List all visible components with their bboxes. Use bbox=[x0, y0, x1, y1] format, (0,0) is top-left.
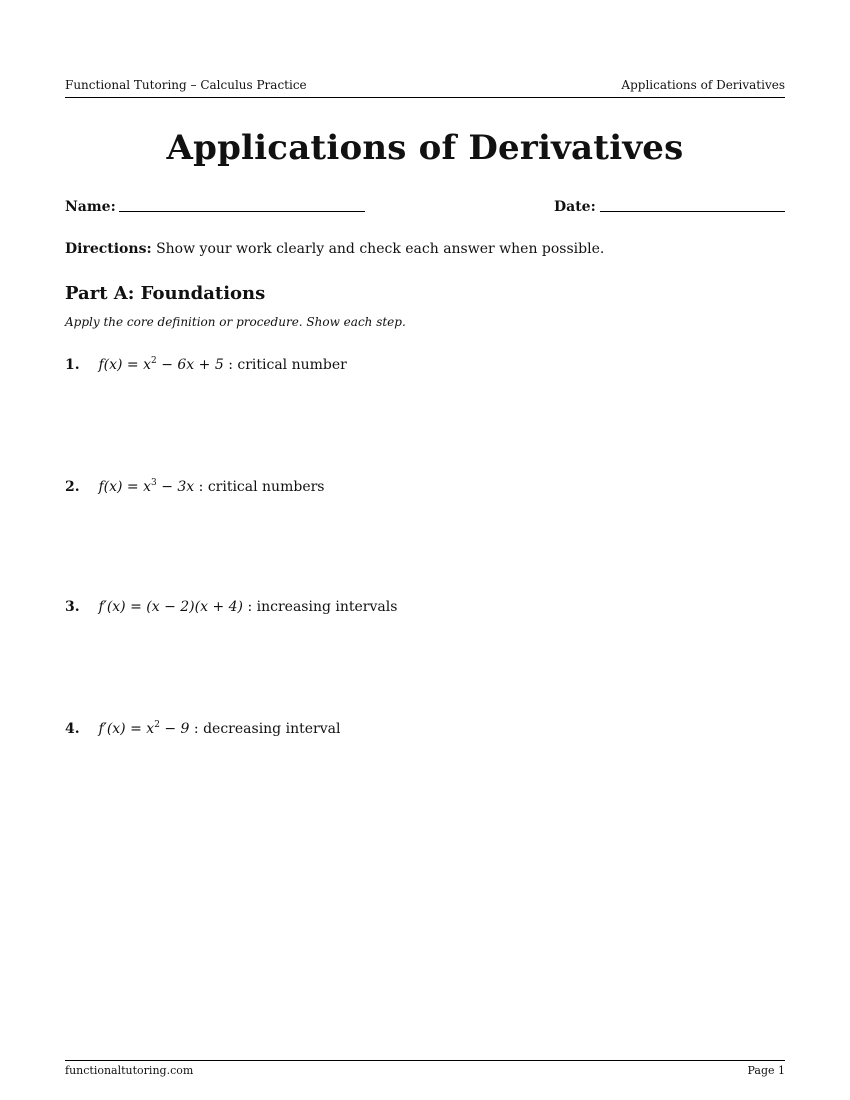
problem-number: 1. bbox=[65, 357, 80, 373]
problem-item: 2. $f(x) = x^3 - 3x$ : critical numbers bbox=[65, 478, 325, 495]
name-field[interactable] bbox=[119, 211, 365, 212]
section-subtitle: Apply the core definition or procedure. Show each step. bbox=[65, 315, 406, 329]
name-label: Name: bbox=[65, 199, 116, 215]
problem-lhs: f′(x) bbox=[98, 599, 126, 615]
problem-task: increasing intervals bbox=[256, 599, 398, 615]
problem-rhs-base: x bbox=[143, 479, 152, 495]
problem-rhs-exponent: 2 bbox=[154, 720, 160, 730]
problem-lhs: f(x) bbox=[98, 357, 123, 373]
problem-rhs-base: (x − 2)(x + 4) bbox=[146, 599, 243, 615]
page-footer bbox=[65, 1060, 785, 1077]
header-course-title: Functional Tutoring – Calculus Practice bbox=[65, 78, 307, 92]
problem-task: decreasing interval bbox=[203, 721, 341, 737]
worksheet-title: Applications of Derivatives bbox=[166, 128, 684, 168]
problem-rhs-rest: − 9 bbox=[159, 721, 190, 737]
problem-task: critical numbers bbox=[207, 479, 325, 495]
directions bbox=[65, 240, 604, 258]
date-label: Date: bbox=[554, 199, 596, 215]
problem-rhs-base: x bbox=[146, 721, 155, 737]
problem-rhs-base: x bbox=[143, 357, 152, 373]
problem-task: critical number bbox=[237, 357, 347, 373]
directions-text: Show your work clearly and check each answer when possible. bbox=[156, 241, 605, 257]
problem-item: 1. $f(x) = x^2 - 6x + 5$ : critical number bbox=[65, 356, 347, 373]
problem-rhs-exponent: 3 bbox=[151, 478, 157, 488]
problem-rhs-rest: − 3x bbox=[156, 479, 195, 495]
section-title: Part A: Foundations bbox=[65, 283, 266, 304]
problem-item: 3. f′(x) = (x − 2)(x + 4) : increasing intervals bbox=[65, 599, 398, 615]
footer-website: functionaltutoring.com bbox=[65, 1064, 194, 1077]
date-field[interactable] bbox=[600, 211, 785, 212]
problem-rhs-exponent: 2 bbox=[151, 356, 157, 366]
problem-lhs: f′(x) bbox=[98, 721, 126, 737]
problem-number: 3. bbox=[65, 599, 80, 615]
problem-number: 2. bbox=[65, 479, 80, 495]
problem-number: 4. bbox=[65, 721, 80, 737]
problem-item: 4. $f'(x) = x^2 - 9$ : decreasing interval bbox=[65, 720, 341, 737]
directions-label: Directions: bbox=[65, 241, 152, 257]
footer-page-number: Page 1 bbox=[747, 1064, 785, 1077]
page-header bbox=[65, 78, 785, 98]
problem-rhs-rest: − 6x + 5 bbox=[156, 357, 224, 373]
header-topic: Applications of Derivatives bbox=[621, 78, 785, 92]
problem-lhs: f(x) bbox=[98, 479, 123, 495]
